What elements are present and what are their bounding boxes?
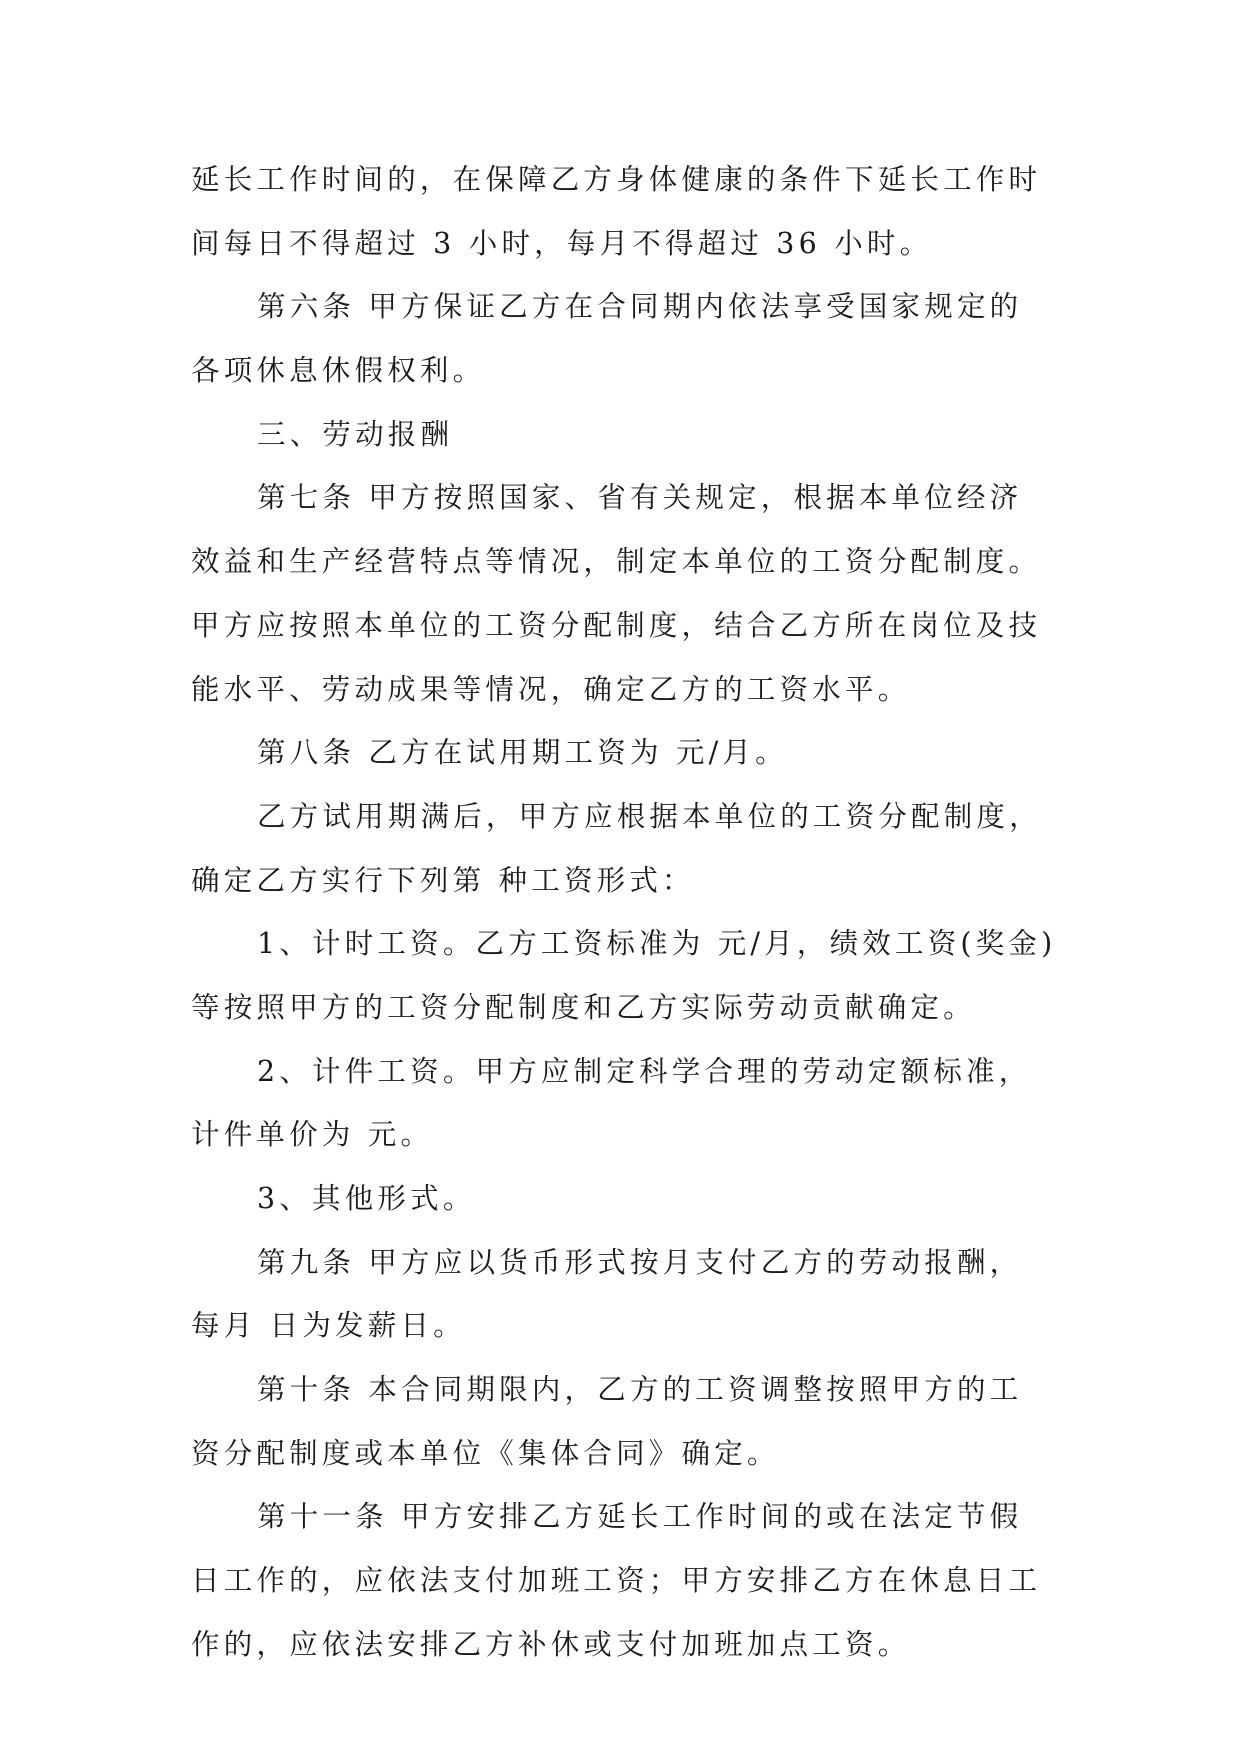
text-line: 各项休息休假权利。 xyxy=(191,354,486,388)
article-9-line: 第九条 甲方应以货币形式按月支付乙方的劳动报酬， xyxy=(257,1245,1023,1279)
article-8-line: 第八条 乙方在试用期工资为 元/月。 xyxy=(257,736,788,770)
text-line: 效益和生产经营特点等情况，制定本单位的工资分配制度。 xyxy=(191,545,1042,579)
text-line: 延长工作时间的，在保障乙方身体健康的条件下延长工作时 xyxy=(191,163,1042,196)
document-page xyxy=(191,148,1066,1677)
text-line: 甲方应按照本单位的工资分配制度，结合乙方所在岗位及技 xyxy=(191,608,1042,642)
text-line: 资分配制度或本单位《集体合同》确定。 xyxy=(191,1436,780,1470)
list-item-time-wage: 1、计时工资。乙方工资标准为 元/月，绩效工资(奖金) xyxy=(257,927,1057,961)
text-line: 每月 日为发薪日。 xyxy=(191,1309,466,1343)
text-line: 确定乙方实行下列第 种工资形式： xyxy=(191,863,695,897)
list-item-other-form: 3、其他形式。 xyxy=(257,1182,476,1215)
text-line: 计件单价为 元。 xyxy=(191,1118,434,1152)
text-line: 乙方试用期满后，甲方应根据本单位的工资分配制度， xyxy=(257,799,1042,833)
article-7-line: 第七条 甲方按照国家、省有关规定，根据本单位经济 xyxy=(257,481,1023,515)
article-6-line: 第六条 甲方保证乙方在合同期内依法享受国家规定的 xyxy=(257,290,1023,324)
text-line: 间每日不得超过 3 小时，每月不得超过 36 小时。 xyxy=(191,226,933,260)
text-line: 作的，应依法安排乙方补休或支付加班加点工资。 xyxy=(191,1627,911,1661)
list-item-piece-wage: 2、计件工资。甲方应制定科学合理的劳动定额标准， xyxy=(257,1054,1032,1088)
text-line: 日工作的，应依法支付加班工资；甲方安排乙方在休息日工 xyxy=(191,1564,1042,1598)
text-line: 能水平、劳动成果等情况，确定乙方的工资水平。 xyxy=(191,672,911,706)
section-heading-labor-remuneration: 三、劳动报酬 xyxy=(257,417,454,451)
article-10-line: 第十条 本合同期限内，乙方的工资调整按照甲方的工 xyxy=(257,1373,1023,1407)
text-line: 等按照甲方的工资分配制度和乙方实际劳动贡献确定。 xyxy=(191,990,976,1024)
article-11-line: 第十一条 甲方安排乙方延长工作时间的或在法定节假 xyxy=(257,1500,1023,1534)
